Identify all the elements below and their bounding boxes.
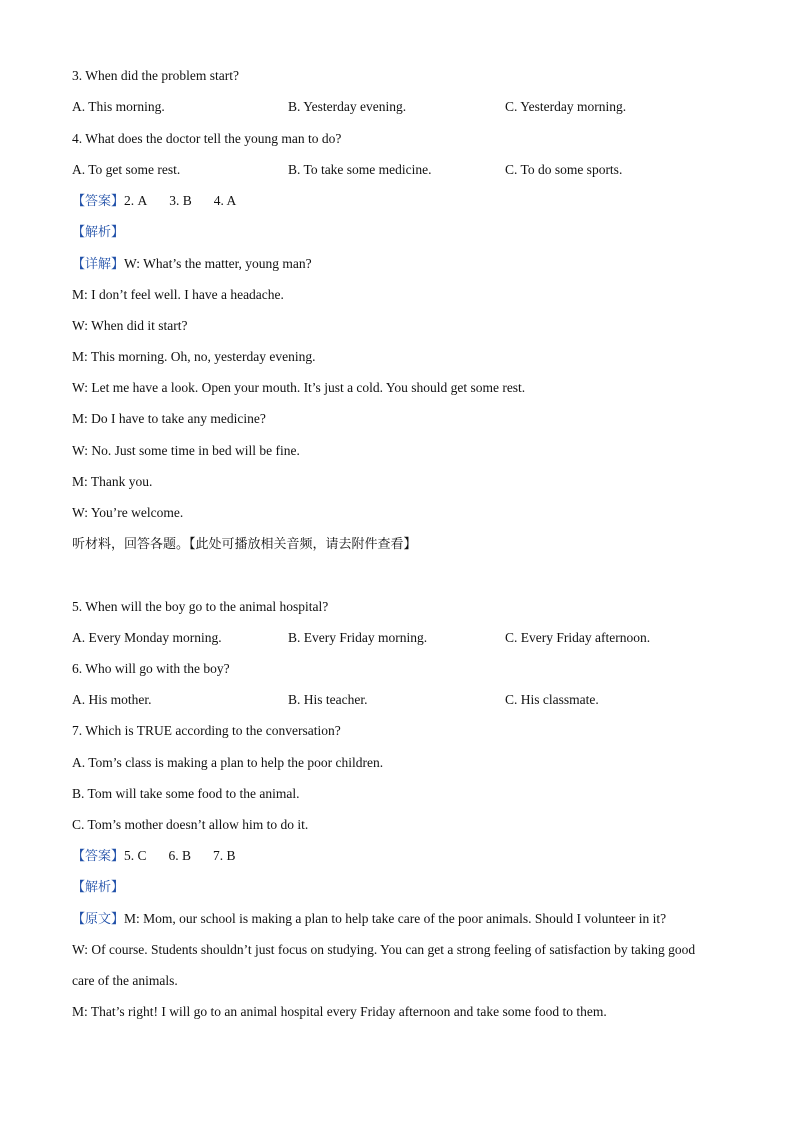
analysis-tag: 【解析】 [72, 880, 125, 895]
dialogue-line: W: When did it start? [72, 318, 188, 333]
question-4: 4. What does the doctor tell the young man to do? [72, 131, 342, 146]
transcript-line: M: Mom, our school is making a plan to help take care of the poor animals. Should I volunteer in it? [124, 911, 667, 926]
answer-tag: 【答案】 [72, 849, 125, 864]
dialogue-line: M: I don’t feel well. I have a headache. [72, 287, 284, 302]
dialogue-line: M: Thank you. [72, 474, 153, 489]
analysis-tag: 【解析】 [72, 225, 125, 240]
q5-option-b: B. Every Friday morning. [288, 630, 428, 645]
q3-option-b: B. Yesterday evening. [288, 99, 407, 114]
question-7: 7. Which is TRUE according to the conversation? [72, 723, 341, 738]
answer-line-1 [72, 192, 236, 211]
transcript-line: care of the animals. [72, 973, 178, 988]
question-6: 6. Who will go with the boy? [72, 661, 230, 676]
answer-item: 5. C [124, 848, 147, 863]
q7-option-c: C. Tom’s mother doesn’t allow him to do it. [72, 817, 309, 832]
question-3: 3. When did the problem start? [72, 68, 239, 83]
q6-option-c: C. His classmate. [505, 692, 599, 707]
detail-line [72, 255, 312, 274]
original-tag: 【原文】 [72, 912, 125, 927]
transcript-line: W: Of course. Students shouldn’t just focus on studying. You can get a strong feeling of satisfaction by taking good [72, 942, 696, 957]
q4-option-c: C. To do some sports. [505, 162, 623, 177]
answer-line-2 [72, 847, 236, 866]
question-5: 5. When will the boy go to the animal hospital? [72, 599, 329, 614]
answer-item: 4. A [213, 193, 237, 208]
dialogue-line: W: No. Just some time in bed will be fine. [72, 443, 300, 458]
dialogue-line: W: What’s the matter, young man? [124, 256, 312, 271]
q3-option-c: C. Yesterday morning. [505, 99, 627, 114]
answer-tag: 【答案】 [72, 194, 125, 209]
q7-option-b: B. Tom will take some food to the animal. [72, 786, 300, 801]
q5-option-a: A. Every Monday morning. [72, 630, 222, 645]
q5-option-c: C. Every Friday afternoon. [505, 630, 651, 645]
q7-option-a: A. Tom’s class is making a plan to help the poor children. [72, 755, 384, 770]
answer-item: 7. B [213, 848, 236, 863]
original-line [72, 910, 666, 929]
transcript-line: M: That’s right! I will go to an animal hospital every Friday afternoon and take some food to them. [72, 1004, 607, 1019]
q3-option-a: A. This morning. [72, 99, 165, 114]
answer-item: 2. A [124, 193, 148, 208]
q6-option-b: B. His teacher. [288, 692, 368, 707]
analysis-line-1 [72, 223, 124, 242]
q4-option-b: B. To take some medicine. [288, 162, 432, 177]
answer-item: 3. B [169, 193, 192, 208]
answer-item: 6. B [168, 848, 192, 863]
q6-option-a: A. His mother. [72, 692, 152, 707]
dialogue-line: W: You’re welcome. [72, 505, 184, 520]
q4-option-a: A. To get some rest. [72, 162, 181, 177]
detail-tag: 【详解】 [72, 257, 125, 272]
dialogue-line: M: Do I have to take any medicine? [72, 411, 266, 426]
dialogue-line: W: Let me have a look. Open your mouth. It’s just a cold. You should get some rest. [72, 380, 526, 395]
listening-instruction: 听材料，回答各题。【此处可播放相关音频，请去附件查看】 [72, 537, 417, 552]
dialogue-line: M: This morning. Oh, no, yesterday evening. [72, 349, 316, 364]
analysis-line-2 [72, 878, 124, 897]
